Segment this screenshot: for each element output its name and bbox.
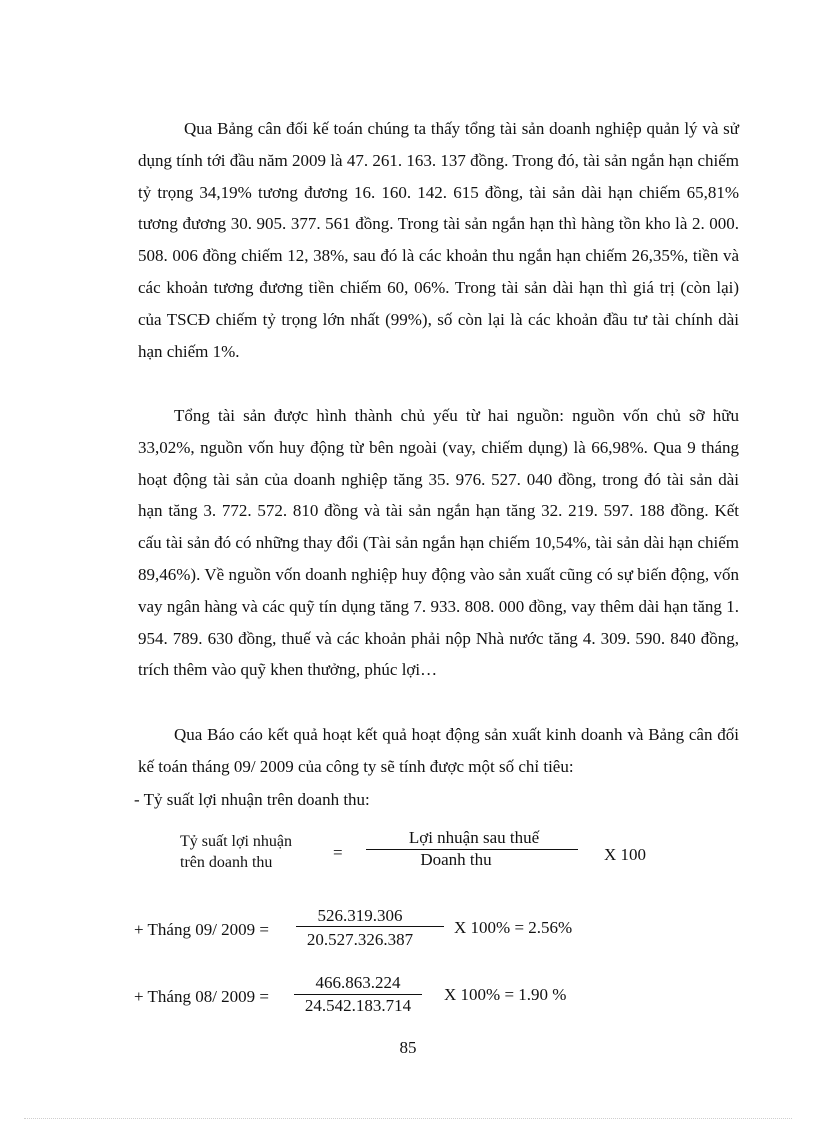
formula-numerator: Lợi nhuận sau thuế — [408, 828, 540, 847]
calc-result: X 100% = 1.90 % — [444, 985, 567, 1004]
formula-multiplier: X 100 — [604, 845, 647, 864]
formula-label-line1: Tỷ suất lợi nhuận — [180, 833, 292, 850]
formula-denominator: Doanh thu — [420, 850, 492, 869]
calc-label: + Tháng 08/ 2009 = — [134, 987, 270, 1006]
calc-numerator: 526.319.306 — [317, 906, 403, 925]
calc-denominator: 20.527.326.387 — [306, 930, 414, 949]
calc-label: + Tháng 09/ 2009 = — [134, 920, 270, 939]
formula-equals-sign: = — [333, 843, 343, 862]
calc-denominator: 24.542.183.714 — [304, 996, 412, 1015]
calc-numerator: 466.863.224 — [315, 973, 401, 992]
footer-dotted-rule — [24, 1118, 792, 1119]
calc-fraction-bar — [294, 994, 422, 995]
calc-result: X 100% = 2.56% — [454, 918, 573, 937]
bullet-profit-margin: - Tỷ suất lợi nhuận trên doanh thu: — [134, 790, 370, 809]
paragraph-indicators-intro: Qua Báo cáo kết quả hoạt kết quả hoạt động sản xuất kinh doanh và Bảng cân đối kế toán tháng 09/ 2009 của công ty sẽ tính được một số chỉ tiêu: — [138, 725, 739, 776]
paragraph-asset-sources: Tổng tài sản được hình thành chủ yếu từ hai nguồn: nguồn vốn chủ sỡ hữu 33,02%, nguồn vốn huy động từ bên ngoài (vay, chiếm dụng) là 66,98%. Qua 9 tháng hoạt động tài sản của doanh nghiệp tăng 35. 976. 527. 040 đồng, trong đó tài sản dài hạn tăng 3. 772. 572. 810 đồng và tài sản ngắn hạn tăng 32. 219. 597. 188 đồng. Kết cấu tài sản đó có những thay đổi (Tài sản ngắn hạn chiếm 10,54%, tài sản dài hạn chiếm 89,46%). Về nguồn vốn doanh nghiệp huy động vào sản xuất cũng có sự biến động, vốn vay ngân hàng và các quỹ tín dụng tăng 7. 933. 808. 000 đồng, vay thêm dài hạn tăng 1. 954. 789. 630 đồng, thuế và các khoản phải nộp Nhà nước tăng 4. 309. 590. 840 đồng, trích thêm vào quỹ khen thưởng, phúc lợi… — [138, 406, 739, 680]
formula-label-line2: trên doanh thu — [180, 854, 273, 871]
calc-fraction-bar — [296, 926, 444, 927]
page-number: 85 — [399, 1038, 417, 1057]
paragraph-balance-sheet-overview: Qua Bảng cân đối kế toán chúng ta thấy tổng tài sản doanh nghiệp quản lý và sử dụng tính tới đầu năm 2009 là 47. 261. 163. 137 đồng. Trong đó, tài sản ngắn hạn chiếm tỷ trọng 34,19% tương đương 16. 160. 142. 615 đồng, tài sản dài hạn chiếm 65,81% tương đương 30. 905. 377. 561 đồng. Trong tài sản ngắn hạn thì hàng tồn kho là 2. 000. 508. 006 đồng chiếm 12, 38%, sau đó là các khoản thu ngắn hạn chiếm 26,35%, tiền và các khoản tương đương tiền chiếm 60, 06%. Trong tài sản dài hạn thì giá trị (còn lại) của TSCĐ chiếm tỷ trọng lớn nhất (99%), số còn lại là các khoản đầu tư tài chính dài hạn chiếm 1%. — [138, 119, 739, 361]
